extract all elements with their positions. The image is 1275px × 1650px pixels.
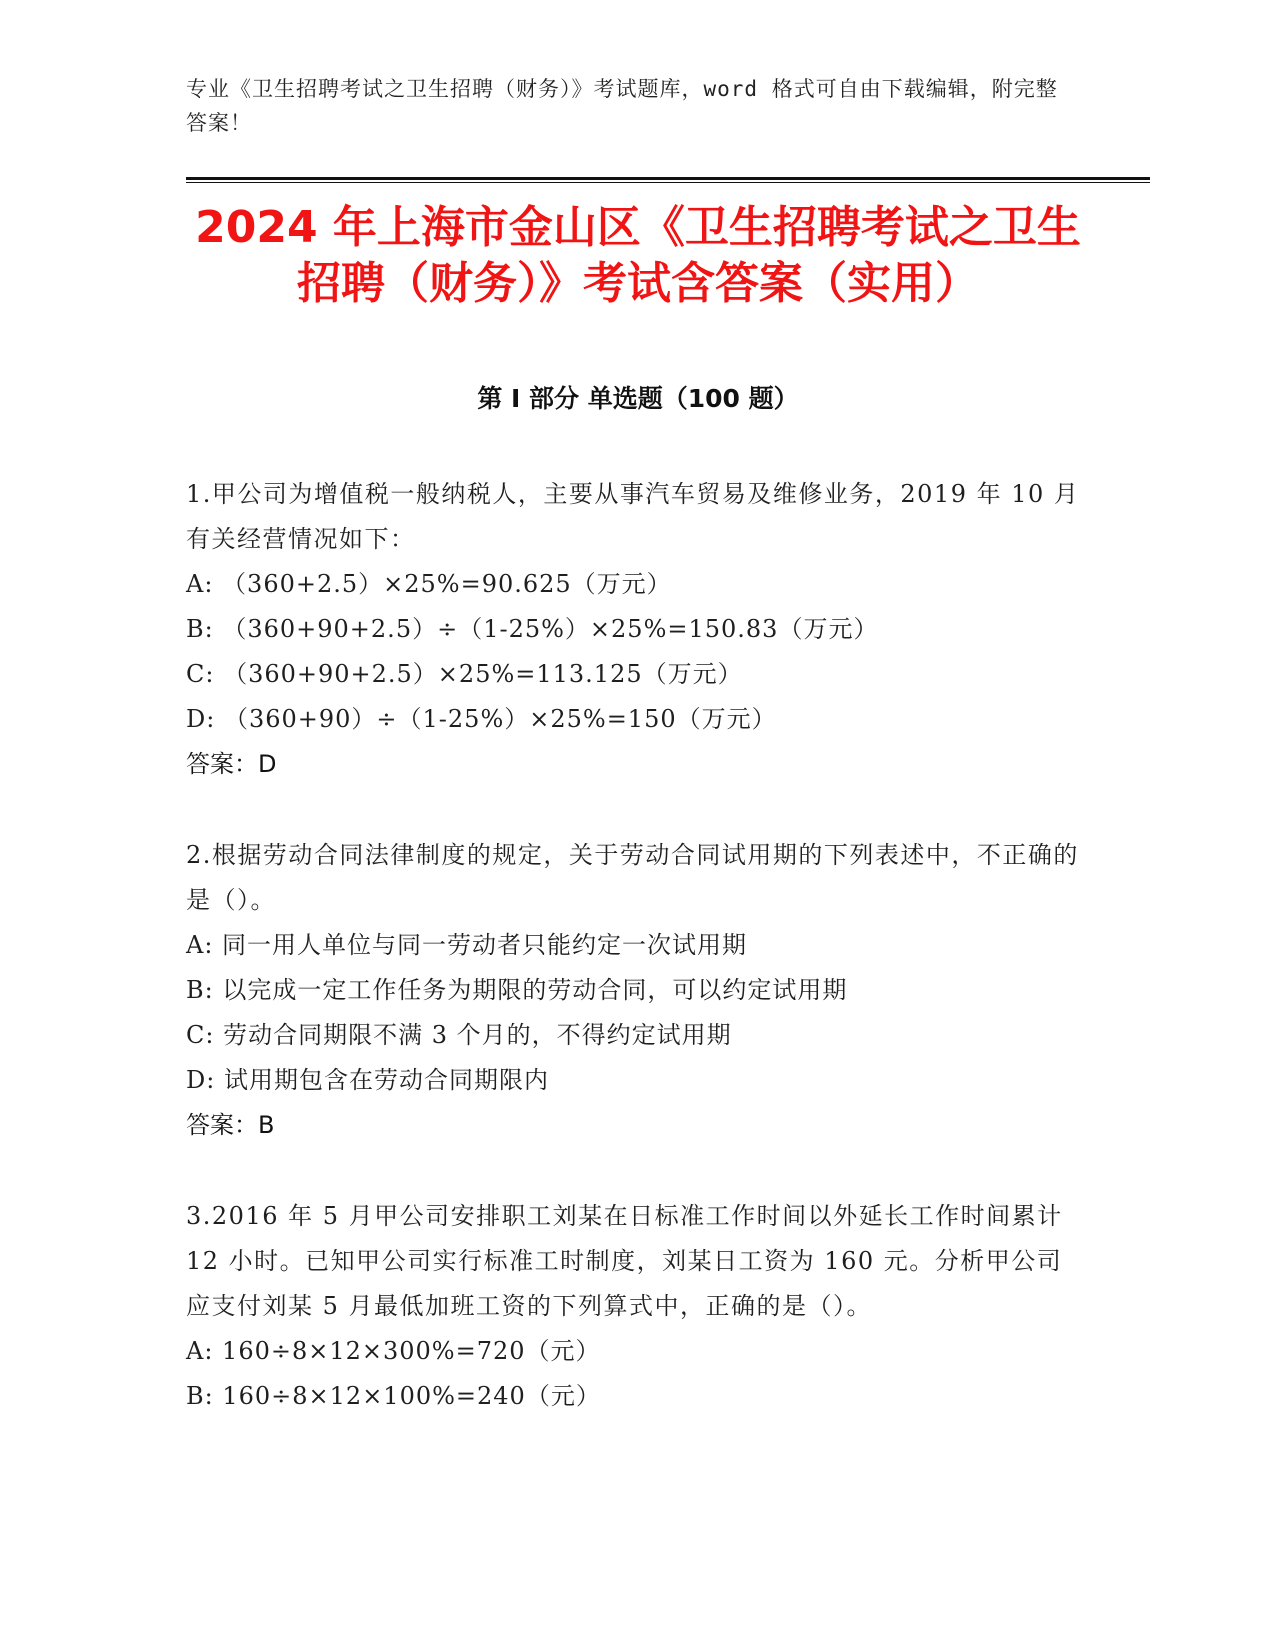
option-c: C: （360+90+2.5）×25%=113.125（万元） bbox=[186, 660, 743, 688]
question-stem: 1.甲公司为增值税一般纳税人，主要从事汽车贸易及维修业务，2019 年 10 月有关经营情况如下： bbox=[186, 480, 1080, 553]
question-stem: 3.2016 年 5 月甲公司安排职工刘某在日标准工作时间以外延长工作时间累计 12 小时。已知甲公司实行标准工时制度，刘某日工资为 160 元。分析甲公司应支付刘某 5 月最低加班工资的下列算式中，正确的是（）。 bbox=[186, 1202, 1063, 1320]
question-list bbox=[186, 472, 1086, 1465]
option-d: D: （360+90）÷（1-25%）×25%=150（万元） bbox=[186, 705, 777, 733]
question-3 bbox=[186, 1194, 1086, 1419]
option-b: B: 160÷8×12×100%=240（元） bbox=[186, 1382, 601, 1410]
question-1 bbox=[186, 472, 1086, 787]
header-note: 专业《卫生招聘考试之卫生招聘（财务）》考试题库，word 格式可自由下载编辑，附完整答案！ bbox=[186, 77, 1058, 135]
header-rule-thick bbox=[186, 177, 1150, 180]
option-c: C: 劳动合同期限不满 3 个月的，不得约定试用期 bbox=[186, 1021, 732, 1049]
option-a: A: 160÷8×12×300%=720（元） bbox=[186, 1337, 601, 1365]
section-title: 第 I 部分 单选题（100 题） bbox=[477, 384, 799, 413]
answer-line: 答案：B bbox=[186, 1111, 275, 1139]
option-a: A: 同一用人单位与同一劳动者只能约定一次试用期 bbox=[186, 931, 748, 959]
question-stem: 2.根据劳动合同法律制度的规定，关于劳动合同试用期的下列表述中，不正确的是（）。 bbox=[186, 841, 1079, 914]
header-rule-thin bbox=[186, 182, 1150, 183]
option-b: B: 以完成一定工作任务为期限的劳动合同，可以约定试用期 bbox=[186, 976, 848, 1004]
document-title: 2024 年上海市金山区《卫生招聘考试之卫生招聘（财务）》考试含答案（实用） bbox=[195, 202, 1081, 309]
question-2 bbox=[186, 833, 1086, 1148]
option-b: B: （360+90+2.5）÷（1-25%）×25%=150.83（万元） bbox=[186, 615, 879, 643]
option-a: A: （360+2.5）×25%=90.625（万元） bbox=[186, 570, 672, 598]
answer-line: 答案：D bbox=[186, 750, 277, 778]
option-d: D: 试用期包含在劳动合同期限内 bbox=[186, 1066, 549, 1094]
